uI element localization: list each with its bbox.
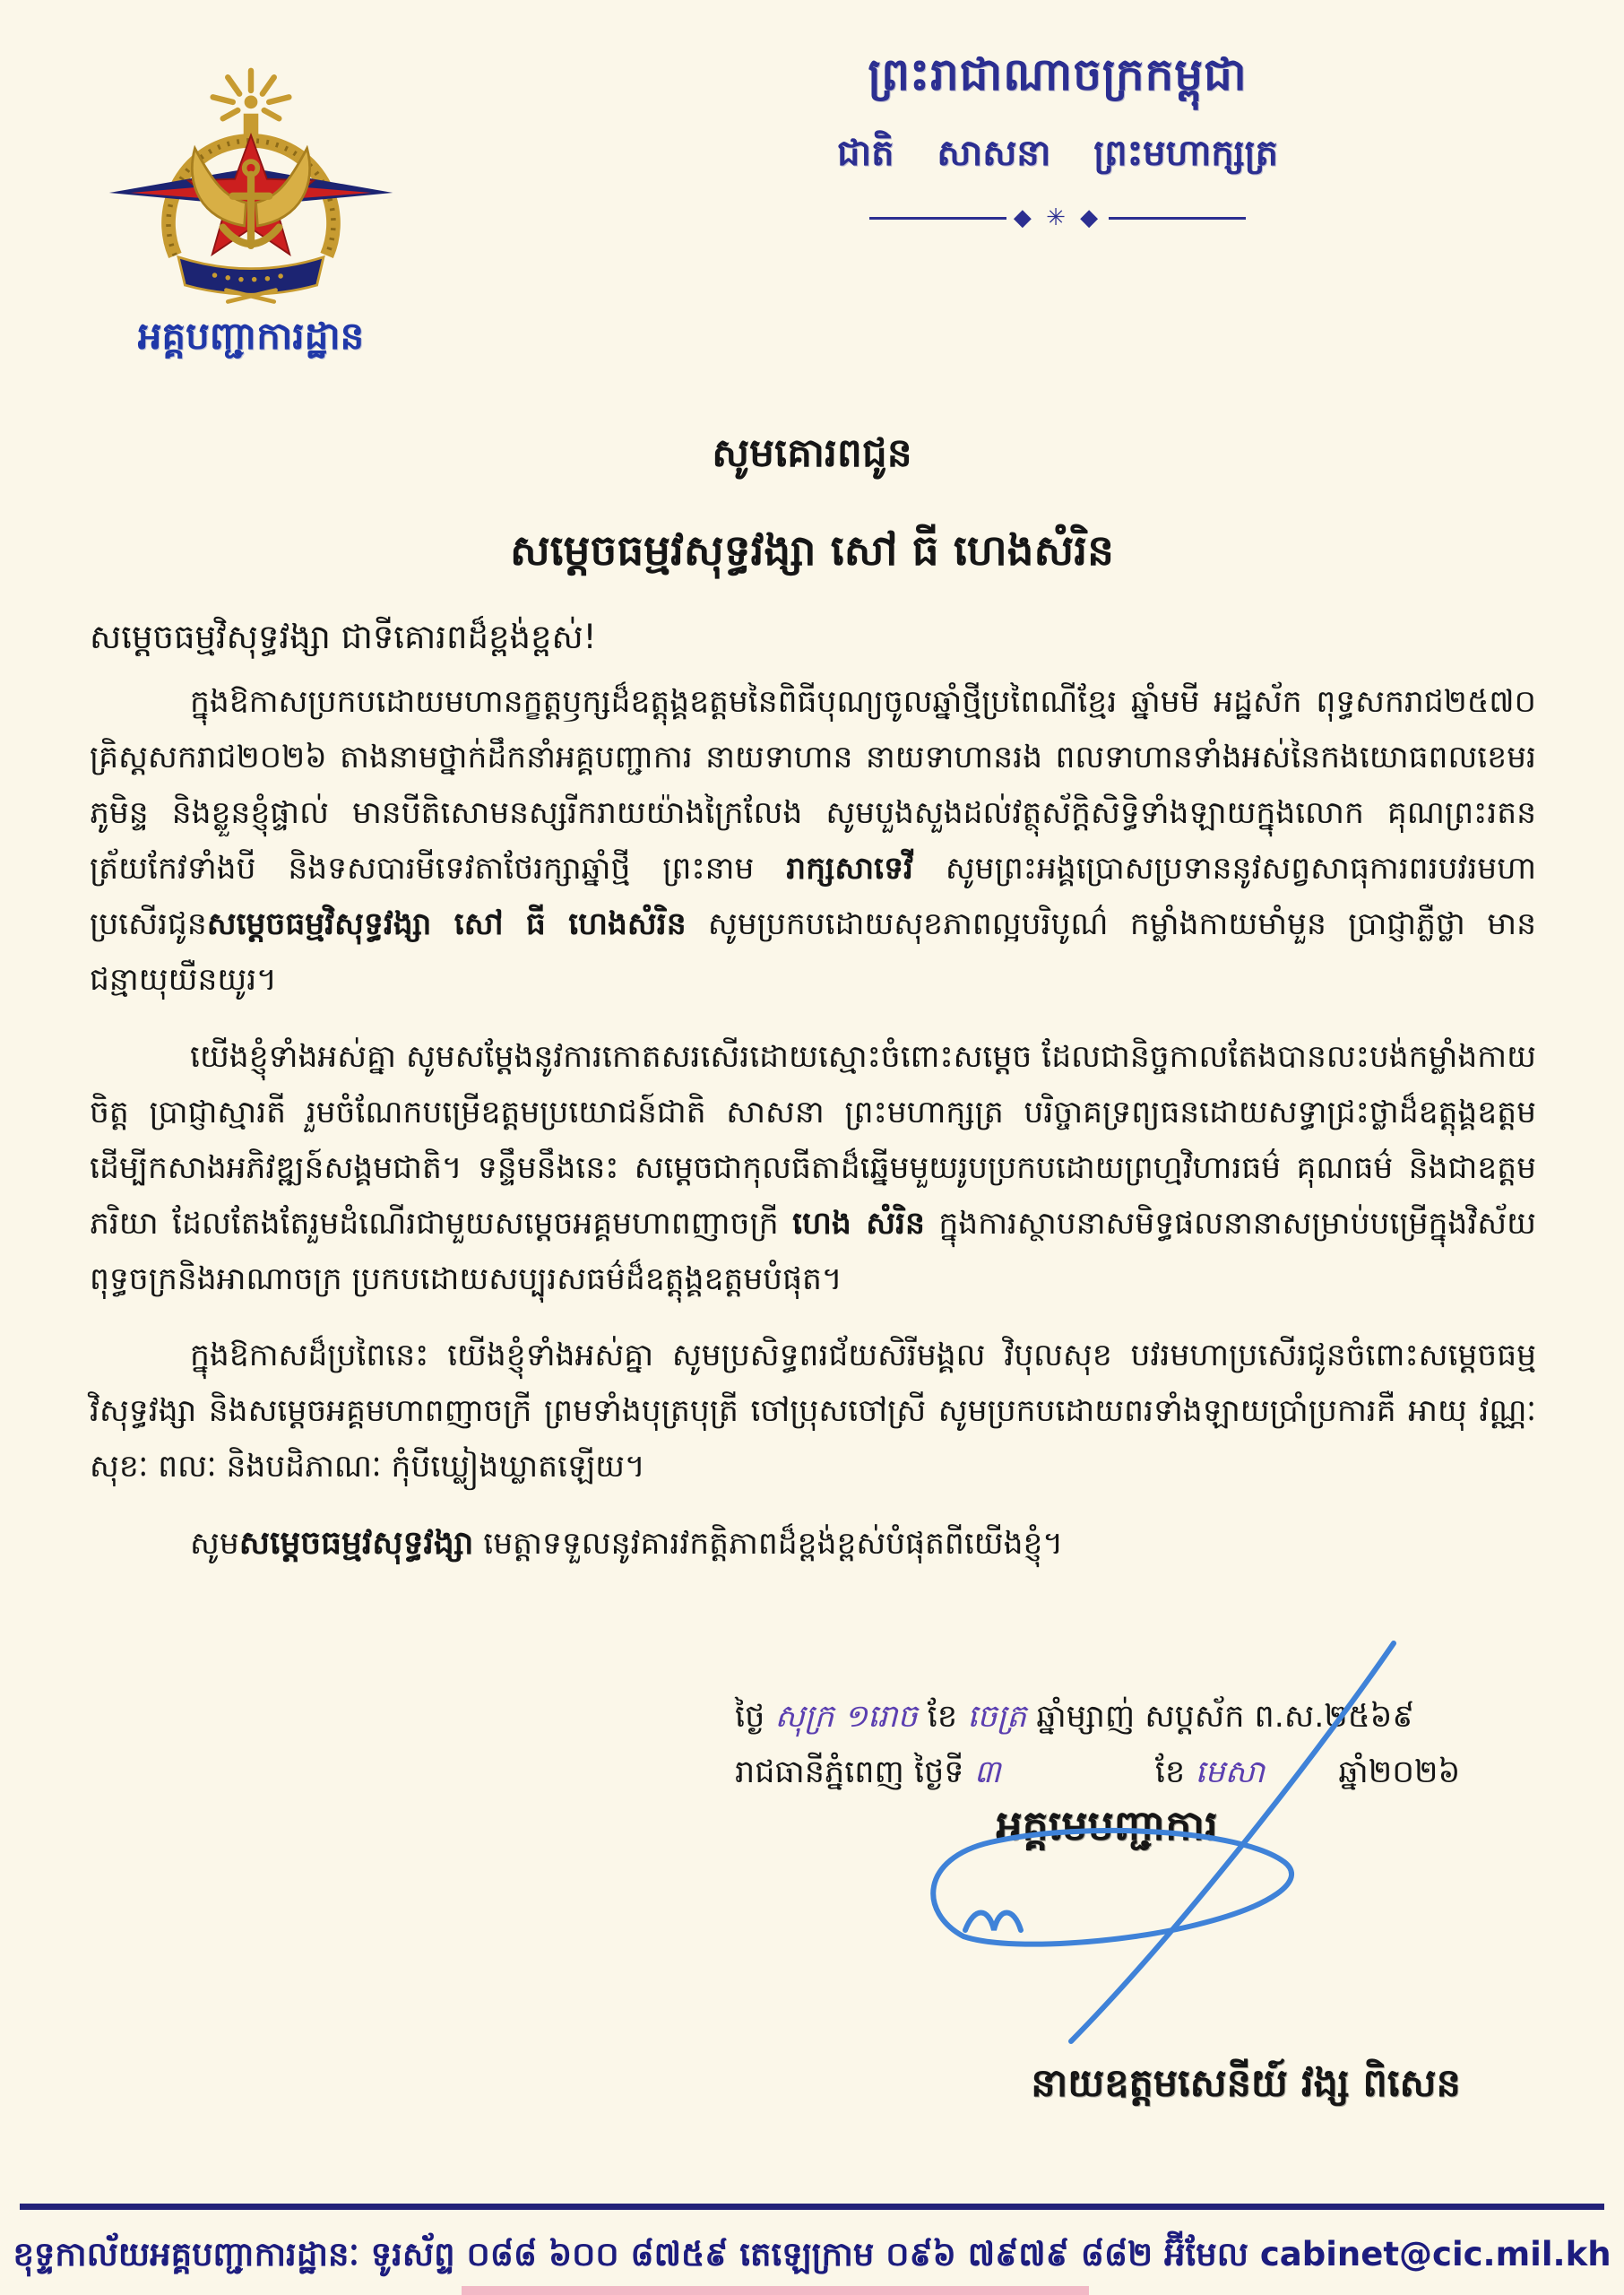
signer-position-title: អគ្គមេបញ្ជាការ — [996, 1801, 1218, 1849]
handwritten-weekday-moonday: សុក្រ ១រោច — [774, 1699, 918, 1735]
handwritten-day-number: ៣ — [973, 1754, 1001, 1791]
p3-text-1: ក្នុងឱកាសដ៏ប្រពៃនេះ យើងខ្ញុំទាំងអស់គ្នា សូមប្រសិទ្ធពរជ័យសិរីមង្គល វិបុលសុខ បវរមហាប្រសើរជូនចំពោះសម្ដេចធម្មវិសុទ្ធវង្សា និងសម្ដេចអគ្គមហាពញាចក្រី ព្រមទាំងបុត្របុត្រី ចៅប្រុសចៅស្រី សូមប្រកបដោយពរទាំងឡាយប្រាំប្រការគឺ អាយុ វណ្ណៈ សុខៈ ពលៈ និងបដិភាណៈ កុំបីឃ្លៀងឃ្លាតឡើយ។ — [90, 1338, 1536, 1485]
footer-rule — [20, 2204, 1604, 2210]
p1-text-2: សូមព្រះអង្គប្រោសប្រទាននូវសព្វសាធុការពរបវរមហាប្រសើរជូន — [90, 851, 1536, 943]
signature-scribble — [965, 1913, 1021, 1931]
kingdom-header — [592, 47, 1524, 230]
kingdom-motto: ជាតិ សាសនា ព្រះមហាក្សត្រ — [837, 133, 1278, 174]
emblem-svg — [81, 59, 421, 307]
paragraph-3 — [90, 1328, 1536, 1494]
closing-text-1: សូម — [190, 1526, 239, 1563]
sunburst-center — [245, 95, 258, 108]
ribbon-banner — [178, 257, 324, 294]
closing-paragraph — [90, 1515, 1536, 1573]
dateline-lunar — [735, 1689, 1622, 1745]
closing-text-2: មេត្តាទទួលនូវគារវកត្តិភាពដ៏ខ្ពង់ខ្ពស់បំផុតពីយើងខ្ញុំ។ — [473, 1526, 1064, 1563]
dateline-city-day-prefix: រាជធានីភ្នំពេញ ថ្ងៃទី — [735, 1754, 964, 1791]
dateline-block — [735, 1689, 1622, 1801]
footer-contact: ខុទ្ទកាល័យអគ្គបញ្ជាការដ្ឋានៈ ទូរស័ព្ទ ០៨៨ ៦០០ ៨៧៥៩ តេឡេក្រាម ០៩៦ ៧៩៧៩ ៨៨២ អ៊ីមែល cabinet@cic.mil.kh — [13, 2235, 1611, 2273]
dateline-civil-year: ឆ្នាំ២០២៦ — [1338, 1754, 1461, 1791]
handwritten-month-name: មេសា — [1195, 1754, 1266, 1791]
dateline-month-prefix: ខែ — [927, 1699, 958, 1735]
p1-text-1: ក្នុងឱកាសប្រកបដោយមហានក្ខត្តឫក្សដ៏ឧត្តុង្គឧត្តមនៃពិធីបុណ្យចូលឆ្នាំថ្មីប្រពៃណីខ្មែរ ឆ្នាំមមី អដ្ឋស័ក ពុទ្ធសករាជ២៥៧០ គ្រិស្តសករាជ២០២៦ តាងនាមថ្នាក់ដឹកនាំអគ្គបញ្ជាការ នាយទាហាន នាយទាហានរង ពលទាហានទាំងអស់នៃកងយោធពលខេមរភូមិន្ទ និងខ្លួនខ្ញុំផ្ទាល់ មានបីតិសោមនស្សរីករាយយ៉ាងក្រៃលែង សូមបួងសួងដល់វត្ថុស័ក្ដិសិទ្ធិទាំងឡាយក្នុងលោក គុណព្រះរតនត្រ័យកែវទាំងបី និងទសបារមីទេវតាថែរក្សាឆ្នាំថ្មី ព្រះនាម — [90, 684, 1536, 888]
dateline-month-label: ខែ — [1154, 1754, 1186, 1791]
recipient-name: សម្ដេចធម្មវសុទ្ធវង្សា សៅ ធី ហេងសំរិន — [510, 526, 1114, 576]
divider-line-left — [869, 217, 1006, 220]
divider-ornament-icon: ◆ ✳ ◆ — [1013, 204, 1102, 231]
dateline-year-era: ឆ្នាំម្សាញ់ សប្ដស័ក ព.ស.២៥៦៩ — [1036, 1699, 1415, 1735]
paragraph-1 — [90, 674, 1536, 1009]
dateline-civil — [735, 1745, 1622, 1800]
department-name: អគ្គបញ្ជាការដ្ឋាន — [137, 314, 365, 358]
dateline-day-prefix: ថ្ងៃ — [735, 1699, 765, 1735]
p2-text-2: ក្នុងការស្ថាបនាសមិទ្ធផលនានាសម្រាប់បម្រើក្នុងវិស័យពុទ្ធចក្រនិងអាណាចក្រ ប្រកបដោយសប្បុរសធម៌ដ៏ឧត្តុង្គឧត្តមបំផុត។ — [90, 1205, 1536, 1297]
p1-text-3: សូមប្រកបដោយសុខភាពល្អបរិបូណ៌ កម្លាំងកាយមាំមួន ប្រាជ្ញាភ្លឺថ្លា មានជន្មាយុយឺនយូរ។ — [90, 906, 1536, 999]
crown-stem — [244, 114, 259, 135]
p2-text-1: យើងខ្ញុំទាំងអស់គ្នា សូមសម្ដែងនូវការកោតសរសើរដោយស្មោះចំពោះសម្ដេច ដែលជានិច្ចកាលតែងបានលះបង់កម្លាំងកាយចិត្ត ប្រាជ្ញាស្មារតី រួមចំណែកបម្រើឧត្តមប្រយោជន៍ជាតិ សាសនា ព្រះមហាក្សត្រ បរិច្ចាគទ្រព្យធនដោយសទ្ធាជ្រះថ្លាដ៏ឧត្តុង្គឧត្តមដើម្បីកសាងអភិវឌ្ឍន៍សង្គមជាតិ។ ទន្ទឹមនឹងនេះ សម្ដេចជាកុលធីតាដ៏ឆ្នើមមួយរូបប្រកបដោយព្រហ្មវិហារធម៌ គុណធម៌ និងជាឧត្តមភរិយា ដែលតែងតែរួមដំណើរជាមួយសម្ដេចអគ្គមហាពញាចក្រី — [90, 1038, 1536, 1242]
salute-line: សូមគោរពជូន — [712, 430, 912, 476]
kingdom-title: ព្រះរាជាណាចក្រកម្ពុជា — [868, 48, 1248, 100]
letter-body — [90, 674, 1536, 1573]
greeting-line: សម្ដេចធម្មវិសុទ្ធវង្សា ជាទីគោរពដ៏ខ្ពង់ខ្ពស់! — [90, 618, 597, 656]
address-block — [0, 429, 1624, 585]
p2-bold-heng-samrin: ហេង សំរិន — [792, 1205, 925, 1242]
p1-bold-angel-name: រាក្សសាទេវី — [786, 851, 913, 888]
paragraph-2 — [90, 1029, 1536, 1307]
p1-bold-recipient: សម្ដេចធម្មវិសុទ្ធវង្សា សៅ ធី ហេងសំរិន — [206, 906, 687, 943]
armed-forces-emblem-icon — [81, 59, 421, 307]
scan-artifact-line — [462, 2286, 1089, 2295]
signer-name: នាយឧត្តមសេនីយ៍ វង្ស ពិសេន — [1031, 2061, 1461, 2106]
sunburst-icon — [213, 71, 289, 118]
header-divider — [869, 206, 1246, 230]
handwritten-lunar-month: ចេត្រ — [967, 1699, 1027, 1735]
divider-line-right — [1109, 217, 1246, 220]
closing-bold-title: សម្ដេចធម្មវសុទ្ធវង្សា — [238, 1525, 474, 1563]
